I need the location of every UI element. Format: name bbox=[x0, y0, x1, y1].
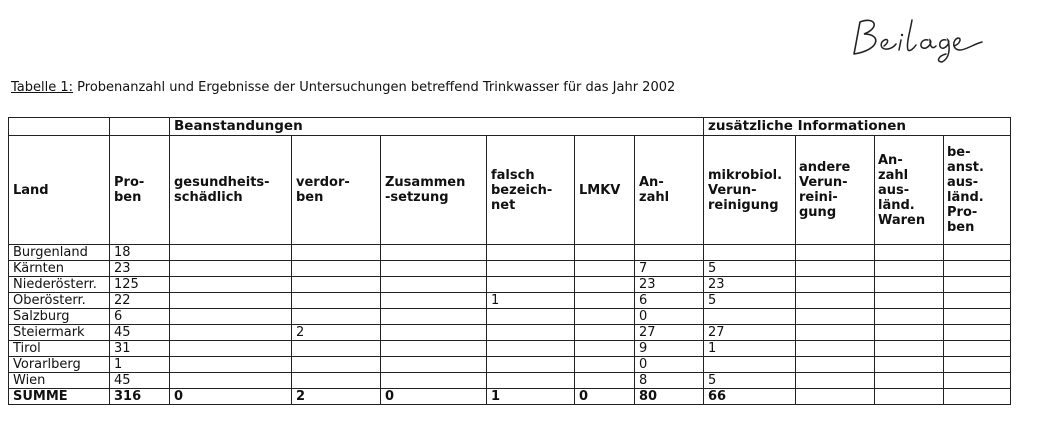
cell-proben: 316 bbox=[110, 389, 170, 405]
cell-falsch-bezeichnet bbox=[487, 261, 575, 277]
cell-land: Burgenland bbox=[9, 245, 110, 261]
cell-andere-verunreinigung bbox=[796, 373, 875, 389]
cell-lmkv bbox=[575, 325, 635, 341]
cell-verdorben bbox=[292, 245, 381, 261]
cell-beanst-auslaend-proben bbox=[944, 245, 1011, 261]
cell-beanst-auslaend-proben bbox=[944, 341, 1011, 357]
column-header-land: Land bbox=[9, 136, 110, 245]
cell-anzahl-auslaend-waren bbox=[875, 373, 944, 389]
column-header-andere-verunreinigung: andere Verun- reini- gung bbox=[796, 136, 875, 245]
cell-anzahl: 23 bbox=[635, 277, 704, 293]
cell-falsch-bezeichnet bbox=[487, 309, 575, 325]
cell-proben: 125 bbox=[110, 277, 170, 293]
cell-falsch-bezeichnet bbox=[487, 325, 575, 341]
cell-mikrobiol-verunreinigung: 27 bbox=[704, 325, 796, 341]
cell-gesundheitsschaedlich bbox=[170, 309, 292, 325]
cell-lmkv bbox=[575, 341, 635, 357]
cell-lmkv bbox=[575, 373, 635, 389]
column-header-gesundheitsschaedlich: gesundheits- schädlich bbox=[170, 136, 292, 245]
column-header-anzahl: An- zahl bbox=[635, 136, 704, 245]
cell-verdorben bbox=[292, 277, 381, 293]
cell-land: Steiermark bbox=[9, 325, 110, 341]
table-row bbox=[9, 357, 1011, 373]
cell-land: Oberösterr. bbox=[9, 293, 110, 309]
cell-anzahl: 9 bbox=[635, 341, 704, 357]
cell-falsch-bezeichnet bbox=[487, 373, 575, 389]
cell-verdorben bbox=[292, 357, 381, 373]
cell-land: Niederösterr. bbox=[9, 277, 110, 293]
cell-mikrobiol-verunreinigung bbox=[704, 309, 796, 325]
column-header-proben: Pro- ben bbox=[110, 136, 170, 245]
cell-mikrobiol-verunreinigung: 1 bbox=[704, 341, 796, 357]
cell-anzahl: 6 bbox=[635, 293, 704, 309]
cell-mikrobiol-verunreinigung: 66 bbox=[704, 389, 796, 405]
cell-anzahl-auslaend-waren bbox=[875, 293, 944, 309]
cell-anzahl: 0 bbox=[635, 357, 704, 373]
cell-anzahl bbox=[635, 245, 704, 261]
cell-zusammensetzung bbox=[381, 293, 487, 309]
cell-proben: 22 bbox=[110, 293, 170, 309]
cell-beanst-auslaend-proben bbox=[944, 325, 1011, 341]
column-header-falsch-bezeichnet: falsch bezeich- net bbox=[487, 136, 575, 245]
cell-verdorben bbox=[292, 309, 381, 325]
cell-proben: 23 bbox=[110, 261, 170, 277]
cell-andere-verunreinigung bbox=[796, 325, 875, 341]
cell-zusammensetzung bbox=[381, 245, 487, 261]
column-header-mikrobiol-verunreinigung: mikrobiol. Verun- reinigung bbox=[704, 136, 796, 245]
cell-anzahl: 80 bbox=[635, 389, 704, 405]
cell-verdorben: 2 bbox=[292, 325, 381, 341]
cell-anzahl: 8 bbox=[635, 373, 704, 389]
cell-anzahl-auslaend-waren bbox=[875, 357, 944, 373]
table-row bbox=[9, 373, 1011, 389]
table-caption-text: Probenanzahl und Ergebnisse der Untersuchungen betreffend Trinkwasser für das Jahr 2002 bbox=[73, 80, 676, 95]
cell-zusammensetzung bbox=[381, 261, 487, 277]
cell-proben: 45 bbox=[110, 373, 170, 389]
cell-verdorben bbox=[292, 341, 381, 357]
table-row bbox=[9, 341, 1011, 357]
cell-verdorben: 2 bbox=[292, 389, 381, 405]
cell-beanst-auslaend-proben bbox=[944, 261, 1011, 277]
cell-gesundheitsschaedlich bbox=[170, 373, 292, 389]
cell-zusammensetzung bbox=[381, 325, 487, 341]
cell-mikrobiol-verunreinigung: 5 bbox=[704, 261, 796, 277]
cell-verdorben bbox=[292, 373, 381, 389]
summary-row bbox=[9, 389, 1011, 405]
cell-zusammensetzung bbox=[381, 373, 487, 389]
cell-andere-verunreinigung bbox=[796, 357, 875, 373]
cell-andere-verunreinigung bbox=[796, 341, 875, 357]
cell-falsch-bezeichnet: 1 bbox=[487, 389, 575, 405]
group-header-zusaetzliche-informationen: zusätzliche Informationen bbox=[704, 118, 1011, 136]
cell-anzahl-auslaend-waren bbox=[875, 277, 944, 293]
cell-gesundheitsschaedlich bbox=[170, 261, 292, 277]
cell-land: Wien bbox=[9, 373, 110, 389]
cell-beanst-auslaend-proben bbox=[944, 389, 1011, 405]
cell-andere-verunreinigung bbox=[796, 293, 875, 309]
cell-mikrobiol-verunreinigung: 5 bbox=[704, 293, 796, 309]
table-row bbox=[9, 309, 1011, 325]
cell-mikrobiol-verunreinigung: 23 bbox=[704, 277, 796, 293]
table-row bbox=[9, 293, 1011, 309]
cell-anzahl-auslaend-waren bbox=[875, 341, 944, 357]
cell-proben: 45 bbox=[110, 325, 170, 341]
cell-mikrobiol-verunreinigung bbox=[704, 245, 796, 261]
cell-mikrobiol-verunreinigung bbox=[704, 357, 796, 373]
cell-land: Vorarlberg bbox=[9, 357, 110, 373]
cell-proben: 18 bbox=[110, 245, 170, 261]
cell-anzahl-auslaend-waren bbox=[875, 309, 944, 325]
table-body bbox=[9, 245, 1011, 405]
cell-lmkv bbox=[575, 245, 635, 261]
cell-zusammensetzung bbox=[381, 357, 487, 373]
cell-gesundheitsschaedlich bbox=[170, 277, 292, 293]
column-header-anzahl-auslaend-waren: An- zahl aus- länd. Waren bbox=[875, 136, 944, 245]
group-header-blank bbox=[9, 118, 110, 136]
cell-andere-verunreinigung bbox=[796, 389, 875, 405]
table-row bbox=[9, 261, 1011, 277]
handwritten-annotation bbox=[846, 12, 986, 64]
cell-proben: 1 bbox=[110, 357, 170, 373]
column-header-beanst-auslaend-proben: be- anst. aus- länd. Pro- ben bbox=[944, 136, 1011, 245]
cell-lmkv bbox=[575, 277, 635, 293]
cell-anzahl-auslaend-waren bbox=[875, 245, 944, 261]
cell-lmkv bbox=[575, 261, 635, 277]
cell-falsch-bezeichnet: 1 bbox=[487, 293, 575, 309]
cell-anzahl-auslaend-waren bbox=[875, 389, 944, 405]
cell-gesundheitsschaedlich bbox=[170, 293, 292, 309]
group-header-beanstandungen: Beanstandungen bbox=[170, 118, 704, 136]
cell-gesundheitsschaedlich bbox=[170, 245, 292, 261]
cell-andere-verunreinigung bbox=[796, 277, 875, 293]
column-header-row bbox=[9, 136, 1011, 245]
cell-land: Tirol bbox=[9, 341, 110, 357]
cell-anzahl: 0 bbox=[635, 309, 704, 325]
cell-land: Salzburg bbox=[9, 309, 110, 325]
cell-anzahl-auslaend-waren bbox=[875, 261, 944, 277]
cell-proben: 31 bbox=[110, 341, 170, 357]
cell-falsch-bezeichnet bbox=[487, 357, 575, 373]
group-header-blank bbox=[110, 118, 170, 136]
cell-falsch-bezeichnet bbox=[487, 245, 575, 261]
cell-beanst-auslaend-proben bbox=[944, 309, 1011, 325]
cell-verdorben bbox=[292, 261, 381, 277]
cell-beanst-auslaend-proben bbox=[944, 277, 1011, 293]
cell-beanst-auslaend-proben bbox=[944, 293, 1011, 309]
column-header-verdorben: verdor- ben bbox=[292, 136, 381, 245]
cell-gesundheitsschaedlich: 0 bbox=[170, 389, 292, 405]
cell-falsch-bezeichnet bbox=[487, 277, 575, 293]
cell-lmkv bbox=[575, 357, 635, 373]
cell-beanst-auslaend-proben bbox=[944, 373, 1011, 389]
column-header-lmkv: LMKV bbox=[575, 136, 635, 245]
group-header-row bbox=[9, 118, 1011, 136]
cell-andere-verunreinigung bbox=[796, 245, 875, 261]
cell-beanst-auslaend-proben bbox=[944, 357, 1011, 373]
table-row bbox=[9, 325, 1011, 341]
column-header-zusammensetzung: Zusammen -setzung bbox=[381, 136, 487, 245]
cell-falsch-bezeichnet bbox=[487, 341, 575, 357]
cell-land: Kärnten bbox=[9, 261, 110, 277]
cell-zusammensetzung bbox=[381, 277, 487, 293]
cell-lmkv bbox=[575, 293, 635, 309]
table-caption-label: Tabelle 1: bbox=[11, 80, 74, 95]
cell-verdorben bbox=[292, 293, 381, 309]
cell-land: SUMME bbox=[9, 389, 110, 405]
cell-gesundheitsschaedlich bbox=[170, 325, 292, 341]
table-caption bbox=[11, 80, 675, 95]
data-table bbox=[8, 117, 1011, 405]
cell-andere-verunreinigung bbox=[796, 309, 875, 325]
cell-mikrobiol-verunreinigung: 5 bbox=[704, 373, 796, 389]
cell-gesundheitsschaedlich bbox=[170, 341, 292, 357]
cell-proben: 6 bbox=[110, 309, 170, 325]
table-row bbox=[9, 277, 1011, 293]
cell-lmkv bbox=[575, 309, 635, 325]
cell-anzahl-auslaend-waren bbox=[875, 325, 944, 341]
cell-gesundheitsschaedlich bbox=[170, 357, 292, 373]
table-row bbox=[9, 245, 1011, 261]
cell-anzahl: 27 bbox=[635, 325, 704, 341]
cell-lmkv: 0 bbox=[575, 389, 635, 405]
cell-zusammensetzung bbox=[381, 309, 487, 325]
cell-anzahl: 7 bbox=[635, 261, 704, 277]
cell-andere-verunreinigung bbox=[796, 261, 875, 277]
cell-zusammensetzung bbox=[381, 341, 487, 357]
cell-zusammensetzung: 0 bbox=[381, 389, 487, 405]
